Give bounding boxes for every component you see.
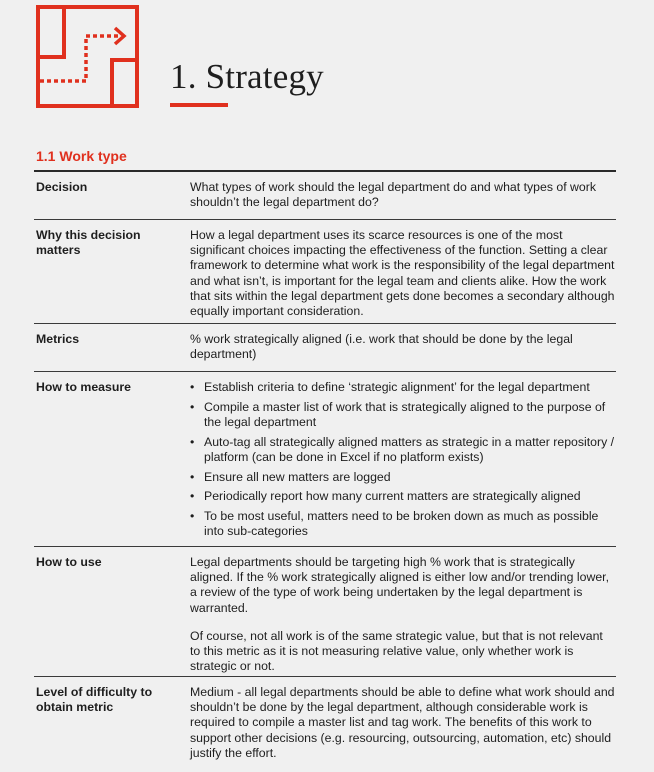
row-label: How to use [36,555,102,569]
list-item: • Compile a master list of work that is strategically aligned to the purpose of the legal department [190,400,616,430]
row-label: How to measure [36,380,131,394]
maze-arrow-icon [36,5,139,108]
row-label: Level of difficulty to obtain metric [36,685,153,715]
row-label: Decision [36,180,88,194]
row-label: Why this decision matters [36,228,141,258]
table-row-how-to-use [34,546,616,676]
table-row-why-this-decision-matters [34,219,616,323]
list-item: • Establish criteria to define ‘strategic alignment’ for the legal department [190,380,616,395]
section-heading: 1.1 Work type [36,148,127,164]
row-paragraph: Legal departments should be targeting high % work that is strategically aligned. If the % work strategically aligned is either low and/or trending lower, a review of the type of work being undertaken by the legal department is warranted. [190,555,610,615]
list-item: • Periodically report how many current matters are strategically aligned [190,489,616,504]
table-row-decision [34,170,616,219]
list-item: • Ensure all new matters are logged [190,470,616,485]
table-row-metrics [34,323,616,371]
row-text: What types of work should the legal department do and what types of work shouldn’t the legal department do? [190,180,597,210]
table-row-level-of-difficulty [34,676,616,765]
list-item: • To be most useful, matters need to be broken down as much as possible into sub-categories [190,509,616,539]
row-text: Medium - all legal departments should be able to define what work should and shouldn’t be done by the legal department, although considerable work is required to compile a master list and tag work. The benefits of this work to support other decisions (e.g. resourcing, outsourcing, automation, etc) should justify the effort. [190,685,615,760]
row-text: How a legal department uses its scarce resources is one of the most significant choices impacting the effectiveness of the function. Setting a clear framework to determine what work is the responsibility of the legal department and what isn’t, is important for the legal team and clients alike. How the work that sits within the legal department gets done becomes a secondary although equally important consideration. [190,228,615,319]
row-paragraph: Of course, not all work is of the same strategic value, but that is not relevant to this metric as it is not measuring relative value, only whether work is strategic or not. [190,628,603,674]
measure-bullet-list [190,380,616,539]
list-item: • Auto-tag all strategically aligned matters as strategic in a matter repository / platform (can be done in Excel if no platform exists) [190,435,616,465]
title-underline [170,103,228,107]
table-row-how-to-measure [34,371,616,546]
page-title: 1. Strategy [170,57,324,96]
metric-table [34,170,616,765]
row-text: % work strategically aligned (i.e. work that should be done by the legal department) [190,332,573,362]
row-label: Metrics [36,332,80,346]
